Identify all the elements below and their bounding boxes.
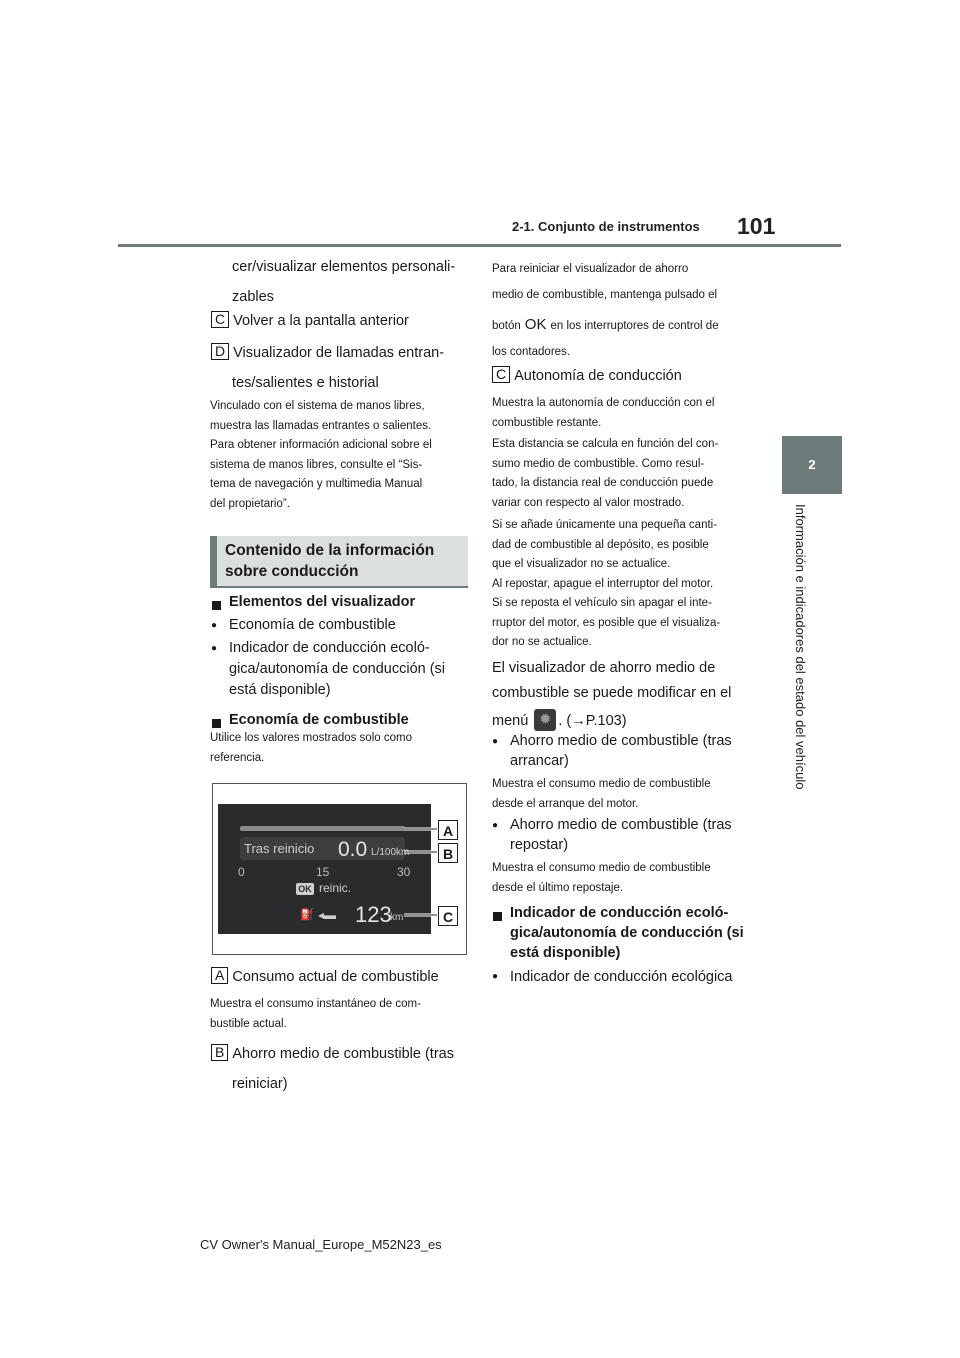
menu-paragraph: El visualizador de ahorro medio de combustible se puede modificar en el menú ✹ . (→P.103) (492, 656, 731, 734)
avg-refuel-note: Muestra el consumo medio de combustible desde el último repostaje. (492, 862, 711, 894)
car-icon: ◂▬ (318, 908, 337, 922)
fuel-economy-note: Utilice los valores mostrados solo como referencia. (210, 732, 412, 764)
fuel-pump-icon: ⛽ (300, 909, 314, 921)
label-d: D (211, 343, 229, 360)
consumption-bar (240, 826, 405, 831)
page-number: 101 (737, 213, 776, 239)
item-a-current: A Consumo actual de combustible (211, 962, 439, 992)
left-continued-paragraph: cer/visualizar elementos personali- zables (232, 259, 456, 305)
bullet-eco-indicator: ● Indicador de conducción ecoló- gica/autonomía de conducción (si está disponible) (211, 638, 471, 701)
eco-indicator-block (492, 903, 754, 987)
tick-15: 15 (316, 865, 330, 879)
item-b-average: B Ahorro medio de combustible (tras reiniciar) (211, 1039, 454, 1099)
callout-a: A (438, 820, 458, 840)
display-items-title: Elementos del visualizador (211, 592, 471, 613)
item-c-range: C Autonomía de conducción (492, 361, 682, 391)
label-b: B (211, 1044, 228, 1061)
bullet-fuel-economy: ● Economía de combustible (211, 615, 471, 636)
average-unit: L/100km (371, 847, 410, 858)
eco-indicator-title: Indicador de conducción ecoló- gica/autonomía de conducción (si está disponible) (492, 903, 754, 963)
header-rule (118, 244, 841, 247)
range-note: Muestra la autonomía de conducción con el combustible restante. (492, 397, 715, 429)
ok-button-icon: OK (524, 316, 547, 333)
bullet-eco-driving: ● Indicador de conducción ecológica (492, 967, 754, 987)
chapter-tab: 2 (782, 436, 842, 494)
callout-leaders (400, 820, 440, 920)
refuel-note: Si se añade únicamente una pequeña canti- dad de combustible al depósito, es posible que el visualizador no se actualice. Al repostar, apague el interruptor del motor. Si se reposta el vehículo sin apagar el inte- rruptor del motor, es posible que el visualiza- dor no se actualice. (492, 519, 721, 648)
display-items-block (211, 592, 471, 731)
current-consumption-note: Muestra el consumo instantáneo de com- bustible actual. (210, 998, 421, 1030)
avg-start-note: Muestra el consumo medio de combustible desde el arranque del motor. (492, 778, 711, 810)
handsfree-note: Vinculado con el sistema de manos libres, muestra las llamadas entrantes o salientes. Para obtener información adicional sobre el sistema de manos libres, consulte el “Sis- tema de navegación y multimedia Manual del propietario”. (210, 400, 432, 510)
section-heading: Contenido de la información sobre conducción (210, 536, 468, 586)
range-calc-note: Esta distancia se calcula en función del con- sumo medio de combustible. Como resul- tado, la distancia real de conducción puede variar con respecto al valor mostrado. (492, 438, 719, 509)
range-unit: km (390, 912, 404, 923)
tick-0: 0 (238, 865, 245, 879)
callout-b: B (438, 843, 458, 863)
footer-text: CV Owner's Manual_Europe_M52N23_es (200, 1237, 442, 1252)
bullet-avg-start: ● Ahorro medio de combustible (tras arrancar) (492, 732, 754, 771)
section-title: 2-1. Conjunto de instrumentos (512, 219, 700, 234)
fuel-economy-title: Economía de combustible (211, 710, 471, 731)
range-value: 123 (355, 902, 392, 927)
average-value: 0.0 (338, 838, 368, 861)
reset-instructions: Para reiniciar el visualizador de ahorro medio de combustible, mantenga pulsado el botón OK en los interruptores de control de los contadores. (492, 263, 719, 358)
ok-badge: OK (296, 883, 314, 895)
reinic-label: reinic. (319, 881, 352, 895)
label-a: A (211, 967, 228, 984)
heading-rule (210, 586, 468, 588)
chapter-title: Información e indicadores del estado del vehículo (793, 504, 808, 790)
item-d-calls: D Visualizador de llamadas entran- tes/salientes e historial (211, 338, 444, 398)
tras-reinicio-label: Tras reinicio (244, 841, 315, 856)
item-c-back: C Volver a la pantalla anterior (211, 306, 409, 336)
gear-icon (534, 709, 556, 731)
callout-c: C (438, 906, 458, 926)
bullet-avg-refuel: ● Ahorro medio de combustible (tras repostar) (492, 816, 754, 855)
tick-30: 30 (397, 865, 411, 879)
label-c-right: C (492, 366, 510, 383)
label-c: C (211, 311, 229, 328)
